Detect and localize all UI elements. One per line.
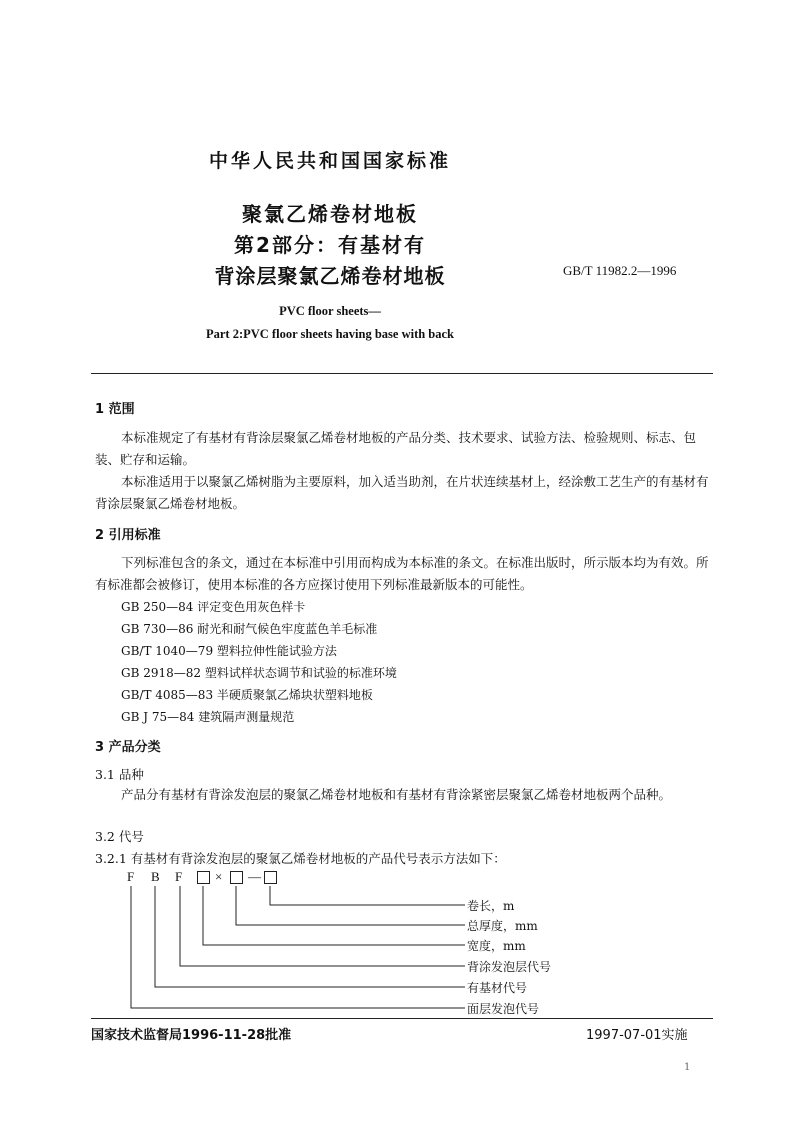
code-letter-f2: F — [175, 869, 183, 884]
reference-item: GB 2918—82 塑料试样状态调节和试验的标准环境 — [121, 666, 397, 680]
times-sign: × — [215, 869, 223, 884]
label-width: 宽度，mm — [467, 939, 526, 953]
reference-item: GB/T 4085—83 半硬质聚氯乙烯块状塑料地板 — [121, 688, 373, 702]
reference-item: GB 730—86 耐光和耐气候色牢度蓝色羊毛标准 — [121, 622, 378, 636]
leader-line-width — [203, 886, 465, 945]
label-back-foam-code: 背涂发泡层代号 — [467, 960, 552, 974]
section-3-heading: 3 产品分类 — [95, 740, 161, 755]
standard-title-line3: 背涂层聚氯乙烯卷材地板 — [214, 264, 446, 288]
subsection-3-2-1-heading: 3.2.1 有基材有背涂发泡层的聚氯乙烯卷材地板的产品代号表示方法如下： — [95, 851, 506, 866]
page-number: 1 — [684, 1062, 691, 1073]
subsection-3-1-heading: 3.1 品种 — [95, 767, 144, 782]
section-1-heading: 1 范围 — [95, 402, 135, 417]
standard-title-line2: 第2部分：有基材有 — [234, 233, 426, 257]
approval-date: 国家技术监督局1996-11-28批准 — [91, 1028, 292, 1043]
subsection-3-2-heading: 3.2 代号 — [95, 829, 144, 844]
leader-line-surface-foam — [131, 886, 465, 1008]
leader-line-back-foam — [180, 886, 465, 966]
section-2-para: 下列标准包含的条文，通过在本标准中引用而构成为本标准的条文。在标准出版时，所示版本均为有效。所有标准都会被修订，使用本标准的各方应探讨使用下列标准最新版本的可能性。 — [95, 555, 709, 592]
leader-line-base — [155, 886, 465, 987]
code-letter-f1: F — [127, 869, 135, 884]
leader-line-length — [270, 886, 465, 905]
label-surface-foam-code: 面层发泡代号 — [467, 1002, 540, 1016]
label-roll-length: 卷长，m — [467, 899, 515, 913]
english-title-line2: Part 2:PVC floor sheets having base with back — [205, 327, 455, 341]
footer-divider — [91, 1018, 713, 1019]
standard-title-line1: 聚氯乙烯卷材地板 — [242, 202, 418, 226]
publisher-title: 中华人民共和国国家标准 — [208, 150, 451, 172]
standard-code: GB/T 11982.2—1996 — [563, 263, 677, 278]
label-total-thickness: 总厚度，mm — [467, 919, 538, 933]
code-letter-b: B — [151, 869, 160, 884]
reference-item: GB/T 1040—79 塑料拉伸性能试验方法 — [121, 644, 337, 658]
section-1-para-2: 本标准适用于以聚氯乙烯树脂为主要原料，加入适当助剂，在片状连续基材上，经涂敷工艺生产的有基材有背涂层聚氯乙烯卷材地板。 — [95, 474, 709, 511]
reference-item: GB 250—84 评定变色用灰色样卡 — [121, 600, 306, 614]
section-2-heading: 2 引用标准 — [95, 528, 161, 543]
implementation-date: 1997-07-01实施 — [586, 1028, 688, 1043]
subsection-3-1-para: 产品分有基材有背涂发泡层的聚氯乙烯卷材地板和有基材有背涂紧密层聚氯乙烯卷材地板两个品种。 — [121, 787, 672, 802]
section-1-para-1: 本标准规定了有基材有背涂层聚氯乙烯卷材地板的产品分类、技术要求、试验方法、检验规则、标志、包装、贮存和运输。 — [95, 430, 697, 467]
dash-sign: — — [248, 869, 261, 884]
label-base-code: 有基材代号 — [467, 981, 528, 995]
english-title-line1: PVC floor sheets— — [279, 304, 381, 318]
reference-item: GB J 75—84 建筑隔声测量规范 — [121, 710, 295, 724]
